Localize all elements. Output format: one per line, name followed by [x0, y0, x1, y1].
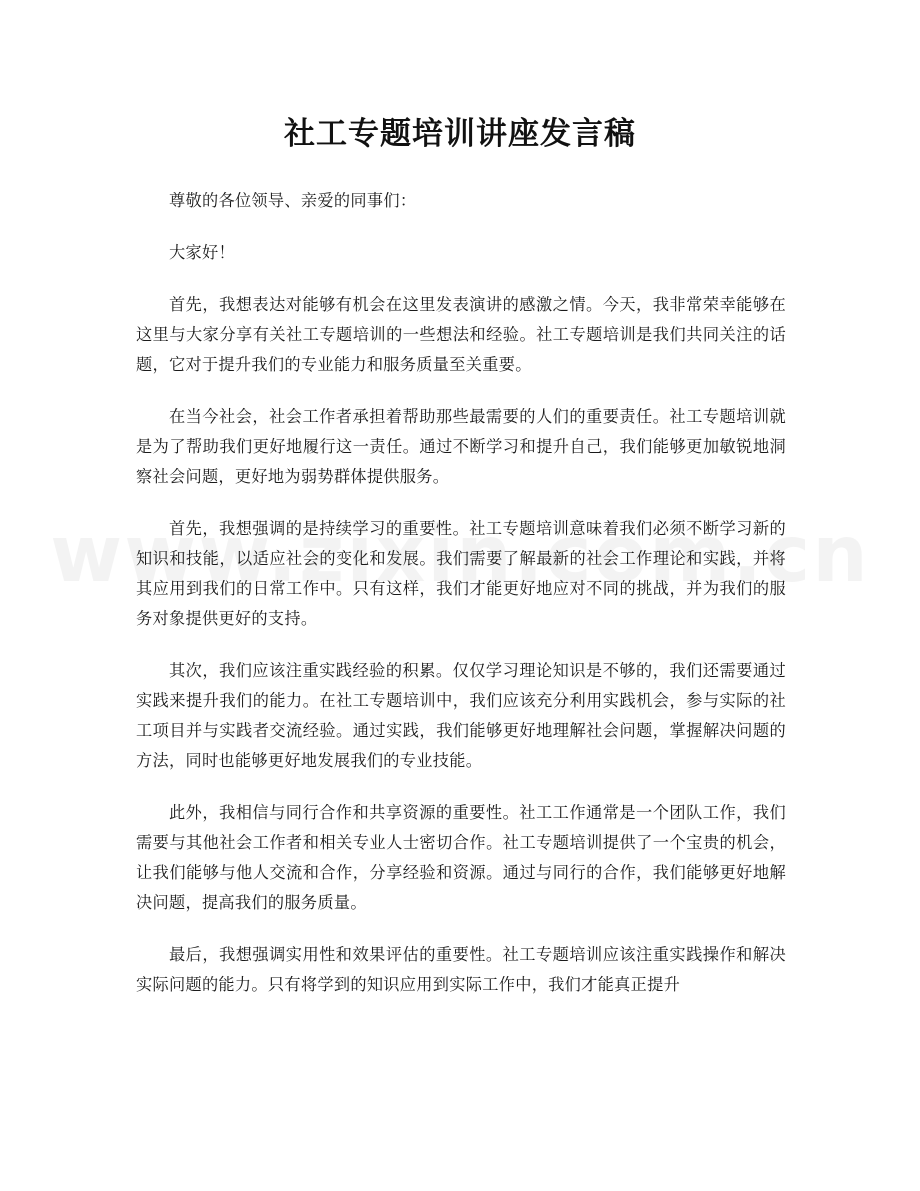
- paragraph-salutation: 尊敬的各位领导、亲爱的同事们：: [169, 191, 417, 210]
- paragraph: 首先，我想强调的是持续学习的重要性。社工专题培训意味着我们必须不断学习新的知识和技能，以适应社会的变化和发展。我们需要了解最新的社会工作理论和实践，并将其应用到我们的日常工作中。只有这样，我们才能更好地应对不同的挑战，并为我们的服务对象提供更好的支持。: [136, 519, 786, 628]
- document-body: [136, 186, 786, 1022]
- page-title: 社工专题培训讲座发言稿: [284, 116, 636, 152]
- paragraph: 首先，我想表达对能够有机会在这里发表演讲的感激之情。今天，我非常荣幸能够在这里与大家分享有关社工专题培训的一些想法和经验。社工专题培训是我们共同关注的话题，它对于提升我们的专业能力和服务质量至关重要。: [136, 295, 786, 374]
- paragraph: 最后，我想强调实用性和效果评估的重要性。社工专题培训应该注重实践操作和解决实际问题的能力。只有将学到的知识应用到实际工作中，我们才能真正提升: [136, 945, 786, 994]
- paragraph: 在当今社会，社会工作者承担着帮助那些最需要的人们的重要责任。社工专题培训就是为了帮助我们更好地履行这一责任。通过不断学习和提升自己，我们能够更加敏锐地洞察社会问题，更好地为弱势群体提供服务。: [136, 407, 786, 486]
- paragraph-greeting: 大家好！: [169, 243, 235, 262]
- paragraph: 此外，我相信与同行合作和共享资源的重要性。社工工作通常是一个团队工作，我们需要与其他社会工作者和相关专业人士密切合作。社工专题培训提供了一个宝贵的机会，让我们能够与他人交流和合作，分享经验和资源。通过与同行的合作，我们能够更好地解决问题，提高我们的服务质量。: [136, 803, 786, 912]
- paragraph: 其次，我们应该注重实践经验的积累。仅仅学习理论知识是不够的，我们还需要通过实践来提升我们的能力。在社工专题培训中，我们应该充分利用实践机会，参与实际的社工项目并与实践者交流经验。通过实践，我们能够更好地理解社会问题，掌握解决问题的方法，同时也能够更好地发展我们的专业技能。: [136, 661, 786, 770]
